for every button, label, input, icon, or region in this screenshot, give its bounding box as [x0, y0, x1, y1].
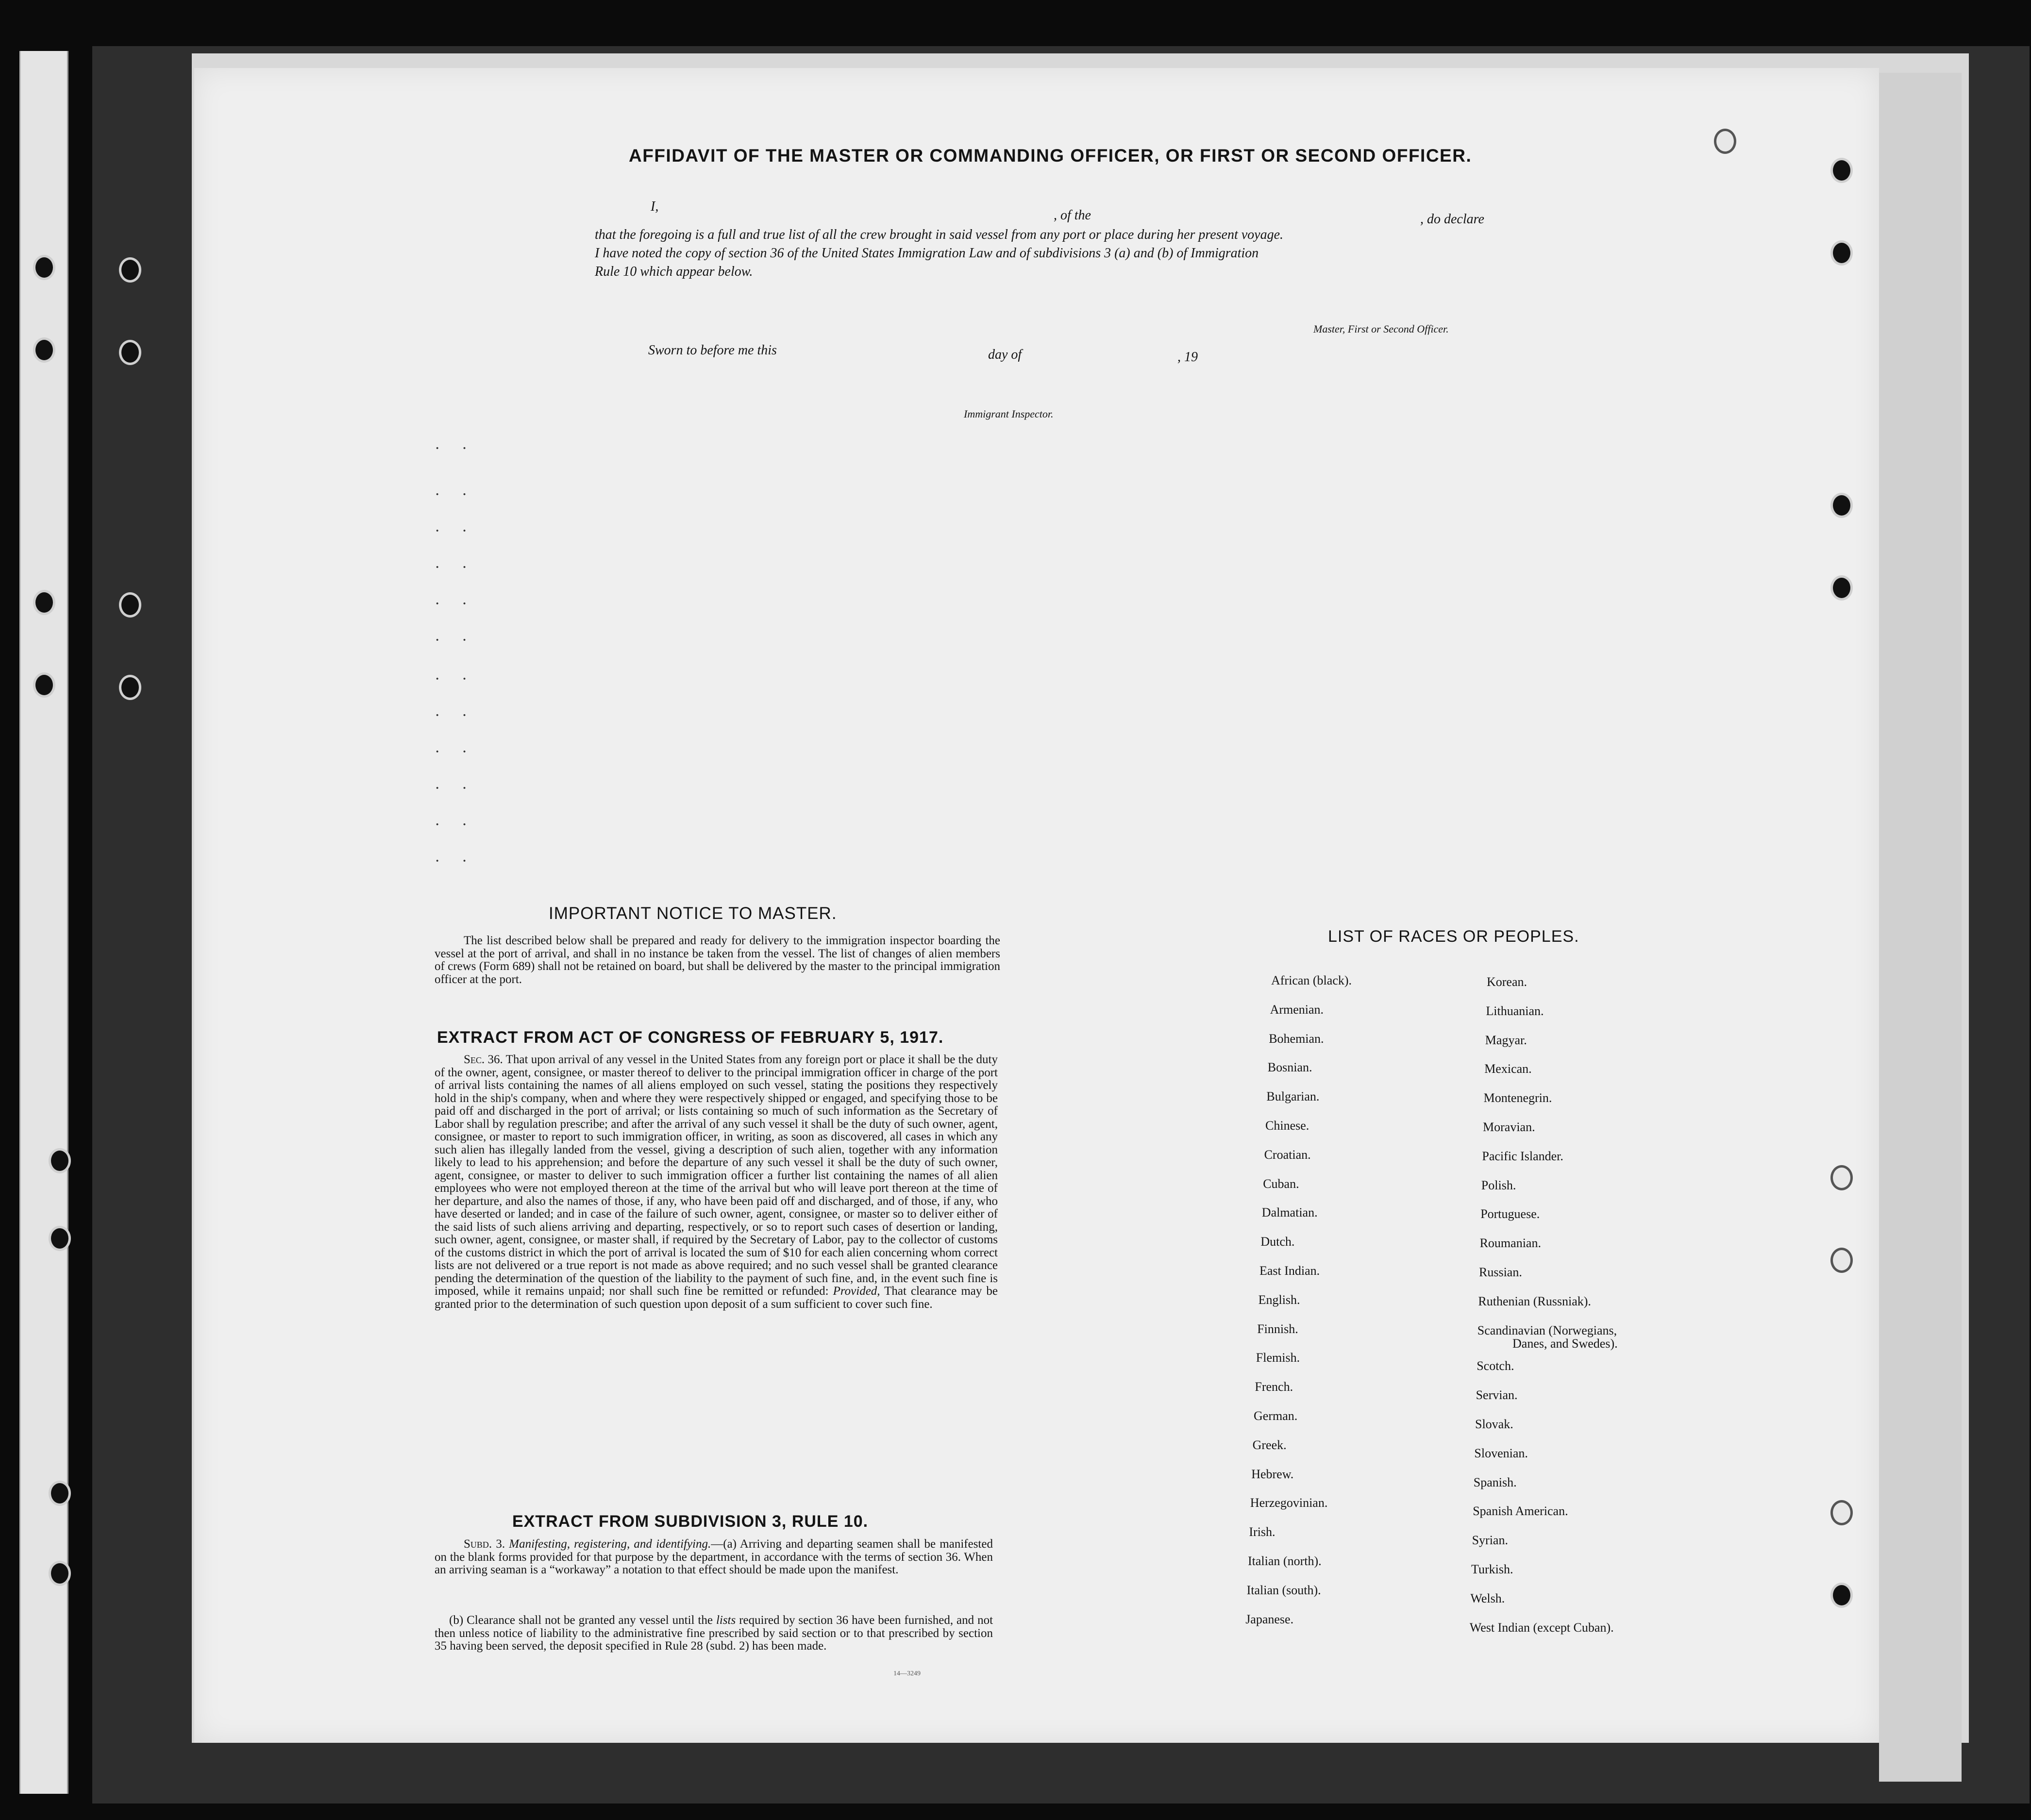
bleed-through-marks: · · — [435, 743, 476, 761]
affidavit-line-3: Rule 10 which appear below. — [595, 264, 753, 279]
affidavit-line-1: that the foregoing is a full and true list of all the crew brought in said vessel from any port or place during her present voyage. — [595, 227, 1284, 242]
binding-hole — [1830, 1165, 1853, 1190]
race-item: Italian (north). — [1248, 1554, 1322, 1568]
race-item: Scandinavian (Norwegians, — [1477, 1323, 1617, 1337]
race-item: Japanese. — [1245, 1612, 1294, 1626]
subd-label: Subd. 3. — [464, 1537, 505, 1551]
rule-para-b — [435, 1614, 993, 1653]
race-item: Welsh. — [1470, 1591, 1505, 1605]
section-36-end: That clearance may be granted prior to the determination of such question upon deposit of a sum sufficient to cover such fine. — [435, 1285, 998, 1311]
binding-hole — [1830, 575, 1853, 601]
year-label: , 19 — [1177, 350, 1198, 365]
race-item: Ruthenian (Russniak). — [1478, 1294, 1591, 1308]
race-item: English. — [1258, 1292, 1300, 1307]
race-item: Pacific Islander. — [1482, 1149, 1563, 1163]
race-item: Irish. — [1249, 1525, 1276, 1539]
binding-hole — [49, 1148, 71, 1173]
section-36-body: That upon arrival of any vessel in the United States from any foreign port or place it shall be the duty of the owner, agent, consignee, or master thereof to deliver to the principal immigration officer in charge of the port of arrival lists containing the names of all aliens employed on such vessel, stating the positions they respectively hold in the ship's company, when and where they were respectively shipped or engaged, and specifying those to be paid off and discharged in the port of arrival; or lists containing so much of such information as the Secretary of Labor shall by regulation prescribe; and after the arrival of any such vessel it shall be the duty of such owner, agent, consignee, or master to report to such immigration officer, in writing, as soon as discovered, all cases in which any such alien has illegally landed from the vessel, giving a description of such alien, together with any information likely to lead to his apprehension; and before the departure of any such vessel it shall be the duty of such owner, agent, consignee, or master to deliver to such immigration officer a further list containing the names of all alien employees who were not employed thereon at the time of the arrival but who will leave port thereon at the time of her departure, and also the names of those, if any, who have been paid off and discharged, and of those, if any, who have deserted or landed; and in case of the failure of such owner, agent, consignee, or master so to deliver either of the said lists of such aliens arriving and departing, respectively, or so to report such cases of desertion or landing, such owner, agent, consignee, or master shall, if required by the Secretary of Labor, pay to the collector of customs of the customs district in which the port of arrival is located the sum of $10 for each alien concerning whom correct lists are not delivered or a true report is not made as above required; and no such vessel shall be granted clearance pending the determination of the question of the liability to the payment of such fine, and, in the event such fine is imposed, while it remains unpaid; nor shall such fine be remitted or refunded: — [435, 1053, 998, 1298]
document-page — [194, 68, 1879, 1743]
race-item: Armenian. — [1270, 1002, 1324, 1017]
binding-hole — [49, 1561, 71, 1586]
binding-hole — [119, 257, 141, 283]
race-item: Dutch. — [1260, 1235, 1295, 1249]
race-item: Hebrew. — [1251, 1467, 1294, 1481]
bleed-through-marks: · · — [435, 706, 476, 724]
race-item: Scotch. — [1477, 1359, 1514, 1373]
bleed-through-marks: · · — [435, 852, 476, 870]
binding-hole — [33, 672, 55, 698]
sworn-label: Sworn to before me this — [648, 343, 777, 358]
race-item: Turkish. — [1471, 1562, 1513, 1576]
binding-hole — [49, 1481, 71, 1506]
rule-para-a — [435, 1538, 993, 1577]
race-item: French. — [1255, 1380, 1293, 1394]
race-item: Bohemian. — [1269, 1031, 1324, 1046]
race-item: Danes, and Swedes). — [1512, 1336, 1618, 1351]
rule-para-a-text: —(a) Arriving and departing seamen shall be manifested on the blank forms provided for that purpose by the department, in accordance with the terms of section 36. When an arriving seaman is a “workaway” a notation to that effect should be made upon the manifest. — [435, 1537, 993, 1576]
race-item: Greek. — [1252, 1437, 1287, 1452]
extract-act-title: EXTRACT FROM ACT OF CONGRESS OF FEBRUARY 5, 1917. — [437, 1028, 944, 1047]
bleed-through-marks: · · — [435, 485, 476, 503]
binding-hole — [1714, 129, 1736, 154]
affidavit-of-the-label: , of the — [1054, 208, 1091, 223]
affidavit-i-label: I, — [651, 199, 659, 214]
race-item: Cuban. — [1263, 1176, 1299, 1191]
race-item: Croatian. — [1264, 1147, 1311, 1162]
race-item: German. — [1254, 1409, 1298, 1423]
race-item: Slovak. — [1475, 1417, 1513, 1431]
binding-hole — [119, 340, 141, 365]
race-item: Portuguese. — [1480, 1207, 1540, 1221]
section-label: Sec. 36. — [464, 1053, 503, 1066]
binding-hole — [1830, 158, 1853, 183]
binding-hole — [119, 592, 141, 618]
race-item: Italian (south). — [1246, 1583, 1321, 1597]
binding-hole — [33, 337, 55, 363]
affidavit-line-2: I have noted the copy of section 36 of the United States Immigration Law and of subdivisions 3 (a) and (b) of Immigration — [595, 246, 1259, 261]
inspector-label: Immigrant Inspector. — [964, 408, 1054, 420]
print-code: 14—3249 — [893, 1670, 921, 1677]
bleed-through-marks: · · — [435, 631, 476, 649]
race-item: Russian. — [1479, 1265, 1522, 1279]
race-item: Montenegrin. — [1483, 1091, 1552, 1105]
rule-para-b-end: required by section 36 have been furnished, and not then unless notice of liability to the administrative fine prescribed by said section or to that prescribed by section 35 having been served, the deposit specified in Rule 28 (subd. 2) has been made. — [435, 1614, 993, 1653]
rule-para-b-start: (b) Clearance shall not be granted any vessel until the — [449, 1614, 713, 1627]
affidavit-title: AFFIDAVIT OF THE MASTER OR COMMANDING OFFICER, OR FIRST OR SECOND OFFICER. — [629, 146, 1472, 166]
bleed-through-marks: · · — [435, 595, 476, 613]
binding-hole — [119, 675, 141, 700]
binding-hole — [1830, 493, 1853, 518]
race-item: Spanish. — [1473, 1475, 1517, 1489]
race-item: East Indian. — [1259, 1264, 1320, 1278]
bleed-through-marks: · · — [435, 558, 476, 576]
rule-para-b-lists: lists — [716, 1614, 736, 1627]
bleed-through-marks: · · — [435, 522, 476, 540]
provided-label: Provided, — [833, 1285, 880, 1298]
bleed-through-marks: · · — [435, 670, 476, 688]
race-item: Spanish American. — [1473, 1504, 1568, 1519]
race-item: Herzegovinian. — [1250, 1496, 1328, 1510]
race-item: Flemish. — [1256, 1351, 1300, 1365]
race-item: Polish. — [1481, 1178, 1516, 1192]
race-item: Finnish. — [1257, 1321, 1298, 1336]
race-item: Chinese. — [1265, 1119, 1309, 1133]
race-item: Servian. — [1476, 1388, 1518, 1403]
extract-rule-title: EXTRACT FROM SUBDIVISION 3, RULE 10. — [512, 1512, 869, 1531]
bleed-through-marks: · · — [435, 439, 476, 457]
race-item: Lithuanian. — [1486, 1003, 1544, 1018]
bleed-through-marks: · · — [435, 816, 476, 834]
race-item: Magyar. — [1485, 1033, 1527, 1047]
race-item: Mexican. — [1484, 1062, 1532, 1076]
race-item: Bosnian. — [1267, 1060, 1312, 1075]
race-item: Bulgarian. — [1266, 1089, 1320, 1104]
bleed-through-marks: · · — [435, 779, 476, 797]
binding-hole — [33, 590, 55, 615]
binding-hole — [1830, 240, 1853, 266]
race-item: African (black). — [1271, 973, 1352, 987]
race-item: Dalmatian. — [1261, 1205, 1318, 1220]
notice-body: The list described below shall be prepared and ready for delivery to the immigration inspector boarding the vessel at the port of arrival, and shall in no instance be taken from the vessel. The list of changes of alien members of crews (Form 689) shall not be retained on board, but shall be delivered by the master to the principal immigration officer at the port. — [435, 934, 1000, 986]
binding-hole — [1830, 1583, 1853, 1608]
race-item: Moravian. — [1483, 1120, 1535, 1134]
signature-label: Master, First or Second Officer. — [1313, 323, 1449, 335]
page-edge — [1879, 73, 1962, 1782]
race-item: Syrian. — [1472, 1533, 1508, 1548]
binding-strip — [19, 51, 68, 1794]
race-item: Slovenian. — [1474, 1446, 1528, 1460]
race-item: Roumanian. — [1479, 1236, 1541, 1251]
subd-title: Manifesting, registering, and identifying. — [509, 1537, 711, 1551]
races-title: LIST OF RACES OR PEOPLES. — [1328, 927, 1579, 946]
race-item: Korean. — [1487, 975, 1527, 989]
race-item: West Indian (except Cuban). — [1469, 1620, 1614, 1635]
notice-title: IMPORTANT NOTICE TO MASTER. — [549, 904, 837, 923]
affidavit-do-declare-label: , do declare — [1420, 212, 1484, 227]
section-36-text — [435, 1053, 998, 1311]
binding-hole — [1830, 1500, 1853, 1525]
binding-hole — [33, 255, 55, 280]
binding-hole — [49, 1226, 71, 1251]
day-of-label: day of — [988, 347, 1022, 362]
binding-hole — [1830, 1248, 1853, 1273]
